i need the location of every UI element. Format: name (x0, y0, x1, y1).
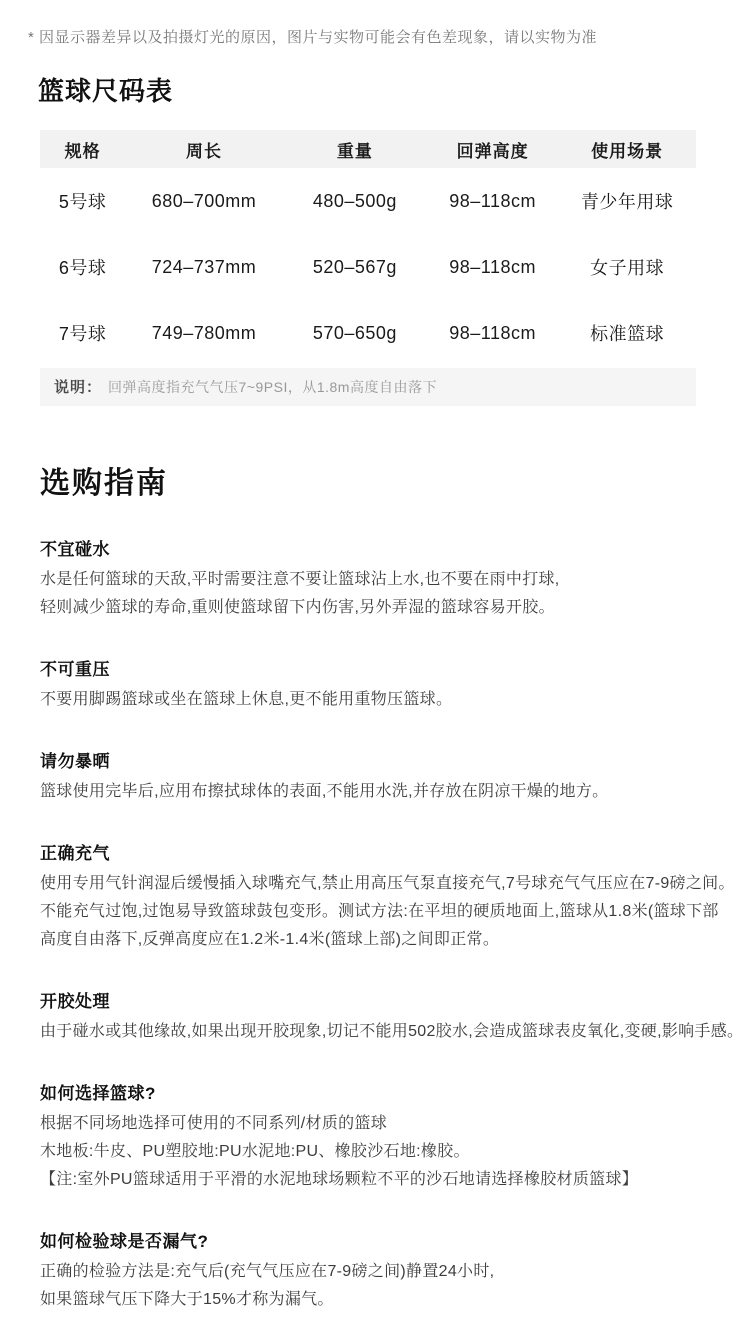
table-cell: 680–700mm (151, 190, 257, 211)
section-heading: 如何检验球是否漏气? (40, 1232, 209, 1251)
section-text-line: 不要用脚踢篮球或坐在篮球上休息,更不能用重物压篮球。 (40, 691, 453, 708)
chart-note (40, 368, 696, 406)
color-difference-disclaimer: * 因显示器差异以及拍摄灯光的原因，图片与实物可能会有色差现象，请以实物为准 (28, 29, 598, 46)
section-text-line: 【注:室外PU篮球适用于平滑的水泥地球场颗粒不平的沙石地请选择橡胶材质篮球】 (40, 1171, 639, 1188)
section-text-line: 水是任何篮球的天敌,平时需要注意不要让篮球沾上水,也不要在雨中打球, (40, 571, 560, 588)
chart-note-label: 说明： (54, 379, 103, 396)
table-cell: 570–650g (312, 322, 397, 343)
table-cell: 女子用球 (590, 258, 665, 278)
table-cell: 98–118cm (449, 256, 536, 277)
table-cell: 标准篮球 (590, 324, 665, 344)
table-cell: 5号球 (58, 192, 107, 212)
table-cell: 98–118cm (449, 322, 536, 343)
table-cell: 7号球 (58, 324, 107, 344)
section-text-line: 根据不同场地选择可使用的不同系列/材质的篮球 (40, 1115, 388, 1132)
size-chart-table-body (40, 168, 696, 366)
section-heading: 正确充气 (40, 844, 110, 863)
section-heading: 请勿暴晒 (40, 752, 110, 771)
buying-guide-title: 选购指南 (40, 467, 168, 500)
table-cell: 520–567g (312, 256, 397, 277)
table-cell: 98–118cm (449, 190, 536, 211)
column-header: 规格 (64, 141, 101, 161)
table-cell: 青少年用球 (580, 192, 674, 212)
section-text-line: 木地板:牛皮、PU塑胶地:PU水泥地:PU、橡胶沙石地:橡胶。 (40, 1143, 470, 1160)
chart-note-text: 回弹高度指充气气压7~9PSI，从1.8m高度自由落下 (108, 379, 437, 395)
section-heading: 如何选择篮球? (40, 1084, 156, 1103)
size-chart-title: 篮球尺码表 (38, 76, 174, 106)
table-cell: 724–737mm (151, 256, 257, 277)
section-heading: 不可重压 (40, 660, 110, 679)
size-chart-table-head (40, 130, 696, 168)
column-header: 周长 (185, 141, 222, 161)
section-text-line: 高度自由落下,反弹高度应在1.2米-1.4米(篮球上部)之间即正常。 (40, 931, 500, 948)
section-text-line: 使用专用气针润湿后缓慢插入球嘴充气,禁止用高压气泵直接充气,7号球充气气压应在7-9磅之间。 (40, 875, 735, 892)
section-text-line: 如果篮球气压下降大于15%才称为漏气。 (40, 1291, 334, 1308)
table-cell: 480–500g (312, 190, 397, 211)
guide-section (40, 655, 745, 714)
section-heading: 开胶处理 (40, 992, 110, 1011)
column-header: 回弹高度 (456, 141, 529, 161)
column-header: 重量 (336, 141, 373, 161)
guide-section (40, 535, 745, 622)
table-row (40, 300, 696, 366)
section-text-line: 轻则减少篮球的寿命,重则使篮球留下内伤害,另外弄湿的篮球容易开胶。 (40, 599, 555, 616)
table-header-row (40, 130, 696, 168)
guide-section (40, 747, 745, 806)
guide-section (40, 987, 745, 1046)
table-cell: 6号球 (58, 258, 107, 278)
buying-guide-sections (0, 535, 750, 1314)
section-text-line: 由于碰水或其他缘故,如果出现开胶现象,切记不能用502胶水,会造成篮球表皮氧化,变硬,影响手感。 (40, 1023, 744, 1040)
column-header: 使用场景 (591, 141, 664, 161)
table-row (40, 234, 696, 300)
table-row (40, 168, 696, 234)
section-text-line: 正确的检验方法是:充气后(充气气压应在7-9磅之间)静置24小时, (40, 1263, 495, 1280)
table-cell: 749–780mm (151, 322, 257, 343)
guide-section (40, 839, 745, 954)
guide-section (40, 1079, 745, 1194)
size-chart-table (40, 130, 696, 366)
section-text-line: 不能充气过饱,过饱易导致篮球鼓包变形。测试方法:在平坦的硬质地面上,篮球从1.8米(篮球下部 (40, 903, 719, 920)
section-text-line: 篮球使用完毕后,应用布擦拭球体的表面,不能用水洗,并存放在阴凉干燥的地方。 (40, 783, 609, 800)
section-heading: 不宜碰水 (40, 540, 110, 559)
guide-section (40, 1227, 745, 1314)
